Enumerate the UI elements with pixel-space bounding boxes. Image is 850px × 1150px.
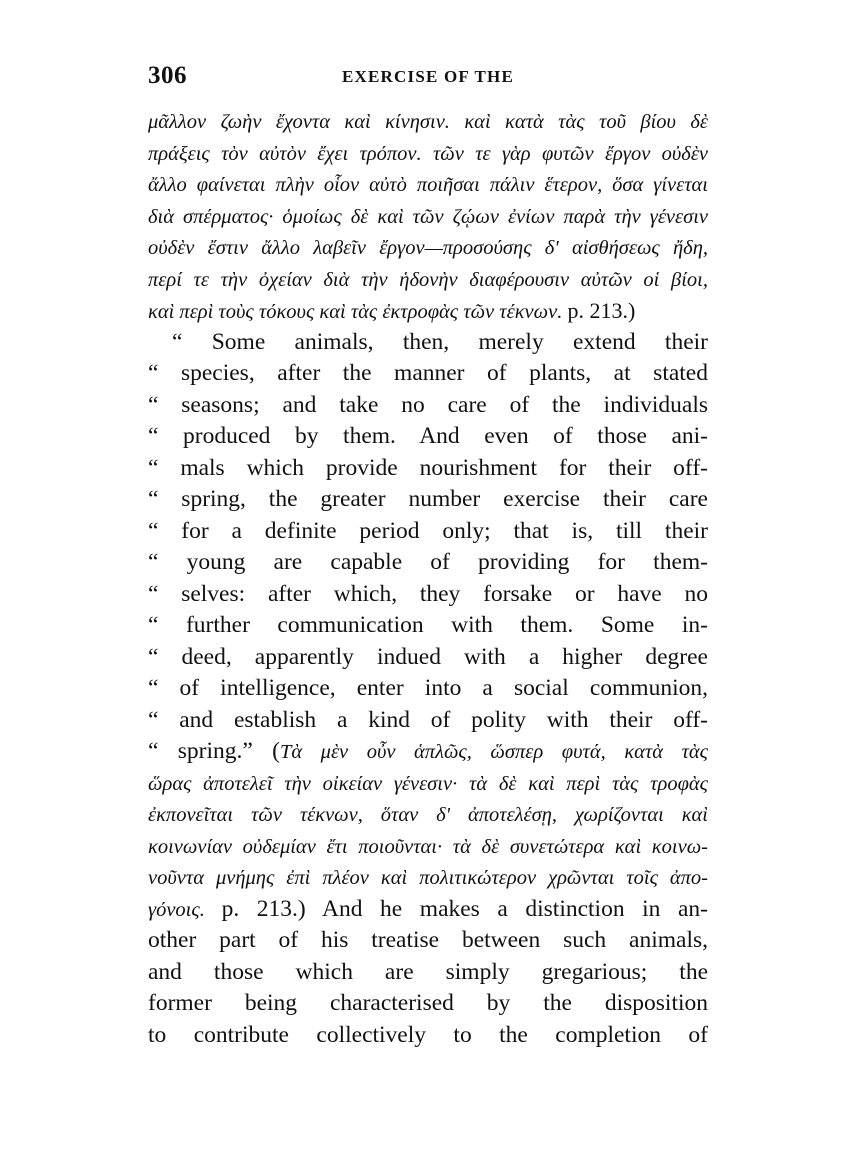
text-line	[148, 547, 708, 579]
greek-text: ἐκπονεῖται τῶν τέκνων, ὅταν δ' ἀποτελέσῃ, χωρίζονται καὶ	[148, 804, 708, 826]
page-number: 306	[148, 62, 187, 89]
text-line	[148, 831, 708, 863]
english-text: “ and establish a kind of polity with their off-	[148, 706, 708, 733]
text-line	[148, 988, 708, 1020]
greek-text: Τὰ μὲν οὖν ἁπλῶς, ὥσπερ φυτά, κατὰ τὰς	[279, 741, 708, 763]
english-text: “ spring, the greater number exercise their care	[148, 486, 708, 512]
page-header	[148, 62, 708, 92]
english-text: “ mals which provide nourishment for their off-	[148, 454, 708, 481]
greek-text: κοινωνίαν οὐδεμίαν ἔτι ποιοῦνται· τὰ δὲ συνετώτερα καὶ κοινω-	[148, 835, 708, 858]
text-line	[148, 799, 708, 831]
text-line	[148, 264, 708, 296]
greek-text: νοῦντα μνήμης ἐπὶ πλέον καὶ πολιτικώτερον χρῶνται τοῖς ἀπο-	[148, 867, 708, 889]
text-line	[148, 1020, 708, 1052]
greek-text: γόνοις.	[148, 898, 222, 921]
english-text: “ selves: after which, they forsake or have no	[148, 580, 708, 607]
greek-text: διὰ σπέρματος· ὁμοίως δὲ καὶ τῶν ζῴων ἐνίων παρὰ τὴν γένεσιν	[148, 205, 708, 228]
text-line	[148, 516, 708, 548]
text-line	[148, 736, 708, 768]
greek-text: οὐδὲν ἔστιν ἄλλο λαβεῖν ἔργον—προσούσης δ' αἰσθήσεως ἤδη,	[148, 237, 708, 259]
greek-text: καὶ περὶ τοὺς τόκους καὶ τὰς ἐκτροφὰς τῶν τέκνων.	[148, 301, 568, 323]
text-line	[148, 862, 708, 894]
text-line	[148, 453, 708, 485]
greek-text: ἄλλο φαίνεται πλὴν οἷον αὐτὸ ποιῆσαι πάλιν ἕτερον, ὅσα γίνεται	[148, 174, 708, 196]
english-text: “ seasons; and take no care of the individuals	[148, 391, 708, 418]
text-line	[148, 925, 708, 957]
text-line	[148, 421, 708, 453]
english-text: “ deed, apparently indued with a higher degree	[148, 643, 708, 670]
running-head: EXERCISE OF THE	[342, 67, 514, 86]
text-line	[148, 957, 708, 989]
text-line	[148, 295, 708, 327]
text-line	[148, 673, 708, 705]
english-text: other part of his treatise between such animals,	[148, 927, 708, 953]
english-text: “ produced by them. And even of those ani-	[148, 423, 708, 449]
text-line	[148, 579, 708, 611]
text-line	[148, 138, 708, 170]
english-text: p. 213.)	[567, 298, 636, 323]
text-line	[148, 610, 708, 642]
text-line	[148, 201, 708, 233]
text-line	[148, 358, 708, 390]
text-line	[148, 484, 708, 516]
english-text: “ for a definite period only; that is, till their	[148, 517, 708, 544]
english-text: “ spring.” (	[148, 738, 280, 764]
text-line	[148, 894, 708, 926]
greek-text: πράξεις τὸν αὐτὸν ἔχει τρόπον. τῶν τε γὰρ φυτῶν ἔργον οὐδὲν	[148, 142, 708, 165]
english-text: to contribute collectively to the completion of	[148, 1021, 708, 1048]
text-line	[148, 768, 708, 800]
text-line	[148, 642, 708, 674]
english-text: p. 213.) And he makes a distinction in an-	[221, 895, 708, 922]
text-line	[148, 390, 708, 422]
greek-text: περί τε τὴν ὀχείαν διὰ τὴν ἡδονὴν διαφέρουσιν αὐτῶν οἱ βίοι,	[148, 268, 708, 291]
body-text	[148, 106, 708, 1051]
greek-text: μᾶλλον ζωὴν ἔχοντα καὶ κίνησιν. καὶ κατὰ τὰς τοῦ βίου δὲ	[148, 111, 708, 133]
english-text: former being characterised by the disposition	[148, 990, 708, 1016]
english-text: “ Some animals, then, merely extend their	[172, 328, 708, 355]
english-text: “ of intelligence, enter into a social communion,	[148, 675, 708, 701]
english-text: and those which are simply gregarious; the	[148, 958, 708, 985]
english-text: “ young are capable of providing for them-	[148, 549, 708, 575]
english-text: “ species, after the manner of plants, at stated	[148, 360, 708, 386]
text-line	[148, 232, 708, 264]
text-line	[148, 106, 708, 138]
text-line	[148, 327, 708, 359]
greek-text: ὥρας ἀποτελεῖ τὴν οἰκείαν γένεσιν· τὰ δὲ καὶ περὶ τὰς τροφὰς	[148, 772, 708, 795]
text-line	[148, 705, 708, 737]
text-line	[148, 169, 708, 201]
english-text: “ further communication with them. Some in-	[148, 612, 708, 638]
